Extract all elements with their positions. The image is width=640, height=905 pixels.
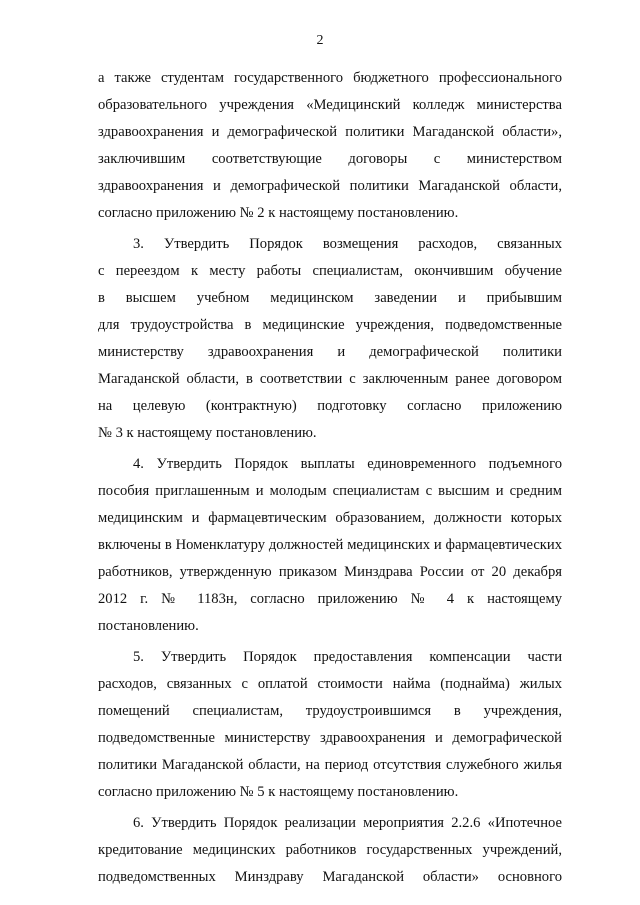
text-line: подведомственных Минздраву Магаданской области» основного [98,869,562,885]
text-line: включены в Номенклатуру должностей медицинских и фармацевтических [98,537,562,553]
text-line: здравоохранения и демографической политики Магаданской области», [98,124,562,140]
text-line: 6. Утвердить Порядок реализации мероприятия 2.2.6 «Ипотечное [133,815,562,831]
text-line: в высшем учебном медицинском заведении и прибывшим [98,290,562,306]
text-line: № 3 к настоящему постановлению. [98,425,317,441]
text-line: пособия приглашенным и молодым специалистам с высшим и средним [98,483,562,499]
text-line: министерству здравоохранения и демографической политики [98,344,562,360]
text-line: с переездом к месту работы специалистам, окончившим обучение [98,263,562,279]
text-line: 4. Утвердить Порядок выплаты единовременного подъемного [133,456,562,472]
text-line: согласно приложению № 2 к настоящему постановлению. [98,205,459,221]
page-number: 2 [316,33,324,48]
text-line: 2012 г. № 1183н, согласно приложению № 4 к настоящему [98,591,562,607]
text-line: помещений специалистам, трудоустроившимся в учреждения, [98,703,562,719]
document-body [98,65,562,895]
text-line: кредитование медицинских работников государственных учреждений, [98,842,562,858]
text-line: подведомственные министерству здравоохранения и демографической [98,730,562,746]
text-line: 5. Утвердить Порядок предоставления компенсации части [133,649,562,665]
paragraph [98,65,562,227]
text-line: политики Магаданской области, на период отсутствия служебного жилья [98,757,562,773]
text-line: здравоохранения и демографической политики Магаданской области, [98,178,562,194]
text-line: образовательного учреждения «Медицинский колледж министерства [98,97,562,113]
paragraph [98,810,562,891]
text-line: Магаданской области, в соответствии с заключенным ранее договором [98,371,562,387]
text-line: на целевую (контрактную) подготовку согласно приложению [98,398,562,414]
paragraph [98,451,562,640]
text-line: постановлению. [98,618,199,634]
text-line: работников, утвержденную приказом Минздрава России от 20 декабря [98,564,562,580]
text-line: медицинским и фармацевтическим образованием, должности которых [98,510,562,526]
text-line: 3. Утвердить Порядок возмещения расходов, связанных [133,236,562,252]
text-line: для трудоустройства в медицинские учреждения, подведомственные [98,317,562,333]
text-line: расходов, связанных с оплатой стоимости найма (поднайма) жилых [98,676,562,692]
text-line: заключившим соответствующие договоры с министерством [98,151,562,167]
paragraph [98,231,562,447]
paragraph [98,644,562,806]
text-line: согласно приложению № 5 к настоящему постановлению. [98,784,459,800]
text-line: а также студентам государственного бюджетного профессионального [98,70,562,86]
